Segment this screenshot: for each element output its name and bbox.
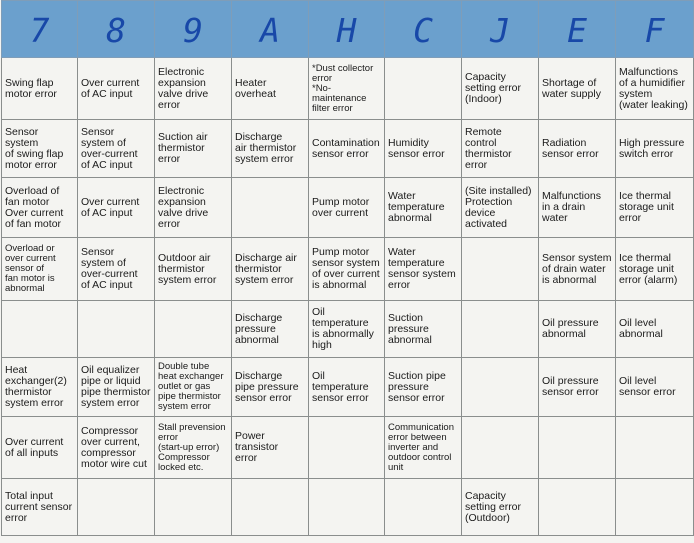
- error-description-cell: Total input current sensor error: [2, 479, 78, 536]
- error-description-cell: Suction pipe pressure sensor error: [385, 358, 462, 417]
- error-description-cell: Sensor system of over-current of AC input: [78, 238, 155, 301]
- code-header: H: [309, 1, 385, 58]
- error-description-cell: Water temperature abnormal: [385, 178, 462, 238]
- error-description-cell: [385, 479, 462, 536]
- table-row: [2, 417, 694, 479]
- error-description-cell: Pump motor sensor system of over current is abnormal: [309, 238, 385, 301]
- error-description-cell: Over current of AC input: [78, 178, 155, 238]
- error-description-cell: Outdoor air thermistor system error: [155, 238, 232, 301]
- error-description-cell: [539, 417, 616, 479]
- error-description-cell: Compressor over current, compressor motor wire cut: [78, 417, 155, 479]
- error-description-cell: Sensor system of drain water is abnormal: [539, 238, 616, 301]
- error-description-cell: Discharge pipe pressure sensor error: [232, 358, 309, 417]
- error-description-cell: [462, 417, 539, 479]
- error-description-cell: Oil temperature is abnormally high: [309, 301, 385, 358]
- error-description-cell: [385, 58, 462, 120]
- error-description-cell: Electronic expansion valve drive error: [155, 58, 232, 120]
- table-row: [2, 301, 694, 358]
- error-description-cell: Oil temperature sensor error: [309, 358, 385, 417]
- error-description-cell: Ice thermal storage unit error (alarm): [616, 238, 694, 301]
- error-description-cell: Discharge air thermistor system error: [232, 120, 309, 178]
- error-description-cell: Over current of AC input: [78, 58, 155, 120]
- error-description-cell: [616, 417, 694, 479]
- error-description-cell: High pressure switch error: [616, 120, 694, 178]
- error-description-cell: Swing flap motor error: [2, 58, 78, 120]
- error-description-cell: [309, 479, 385, 536]
- table-row: [2, 120, 694, 178]
- error-description-cell: Discharge pressure abnormal: [232, 301, 309, 358]
- error-description-cell: Capacity setting error (Indoor): [462, 58, 539, 120]
- error-description-cell: Sensor system of swing flap motor error: [2, 120, 78, 178]
- error-description-cell: Contamination sensor error: [309, 120, 385, 178]
- error-description-cell: Discharge air thermistor system error: [232, 238, 309, 301]
- error-description-cell: [462, 301, 539, 358]
- error-description-cell: Suction air thermistor error: [155, 120, 232, 178]
- error-description-cell: Communication error between inverter and outdoor control unit: [385, 417, 462, 479]
- error-description-cell: Overload or over current sensor of fan motor is abnormal: [2, 238, 78, 301]
- error-description-cell: Shortage of water supply: [539, 58, 616, 120]
- error-description-cell: [78, 301, 155, 358]
- error-description-cell: Overload of fan motor Over current of fan motor: [2, 178, 78, 238]
- error-description-cell: Oil level abnormal: [616, 301, 694, 358]
- header-row: [2, 1, 694, 58]
- code-header: A: [232, 1, 309, 58]
- table-row: [2, 238, 694, 301]
- error-description-cell: Malfunctions in a drain water: [539, 178, 616, 238]
- error-description-cell: Suction pressure abnormal: [385, 301, 462, 358]
- error-description-cell: [232, 479, 309, 536]
- error-description-cell: Electronic expansion valve drive error: [155, 178, 232, 238]
- error-description-cell: Malfunctions of a humidifier system (water leaking): [616, 58, 694, 120]
- error-description-cell: [616, 479, 694, 536]
- error-description-cell: [462, 358, 539, 417]
- error-description-cell: Ice thermal storage unit error: [616, 178, 694, 238]
- error-description-cell: Oil equalizer pipe or liquid pipe thermistor system error: [78, 358, 155, 417]
- error-description-cell: [309, 417, 385, 479]
- error-description-cell: Oil pressure abnormal: [539, 301, 616, 358]
- error-description-cell: Heat exchanger(2) thermistor system error: [2, 358, 78, 417]
- code-header: J: [462, 1, 539, 58]
- error-description-cell: Capacity setting error (Outdoor): [462, 479, 539, 536]
- error-description-cell: [155, 479, 232, 536]
- table-row: [2, 58, 694, 120]
- error-description-cell: *Dust collector error *No- maintenance filter error: [309, 58, 385, 120]
- error-description-cell: Oil level sensor error: [616, 358, 694, 417]
- error-description-cell: Radiation sensor error: [539, 120, 616, 178]
- error-description-cell: Pump motor over current: [309, 178, 385, 238]
- error-description-cell: [232, 178, 309, 238]
- code-header: F: [616, 1, 694, 58]
- error-description-cell: [155, 301, 232, 358]
- error-description-cell: [539, 479, 616, 536]
- table-row: [2, 358, 694, 417]
- table-row: [2, 479, 694, 536]
- error-description-cell: Power transistor error: [232, 417, 309, 479]
- error-description-cell: Humidity sensor error: [385, 120, 462, 178]
- table-row: [2, 178, 694, 238]
- error-description-cell: [2, 301, 78, 358]
- error-description-cell: (Site installed) Protection device activated: [462, 178, 539, 238]
- error-description-cell: Oil pressure sensor error: [539, 358, 616, 417]
- code-header: C: [385, 1, 462, 58]
- error-code-table: [1, 0, 694, 536]
- error-description-cell: Heater overheat: [232, 58, 309, 120]
- code-header: 8: [78, 1, 155, 58]
- error-description-cell: Stall prevension error (start-up error) Compressor locked etc.: [155, 417, 232, 479]
- error-description-cell: [462, 238, 539, 301]
- error-description-cell: Sensor system of over-current of AC input: [78, 120, 155, 178]
- error-description-cell: [78, 479, 155, 536]
- code-header: 7: [2, 1, 78, 58]
- error-description-cell: Double tube heat exchanger outlet or gas pipe thermistor system error: [155, 358, 232, 417]
- code-header: E: [539, 1, 616, 58]
- error-description-cell: Water temperature sensor system error: [385, 238, 462, 301]
- error-description-cell: Over current of all inputs: [2, 417, 78, 479]
- code-header: 9: [155, 1, 232, 58]
- error-description-cell: Remote control thermistor error: [462, 120, 539, 178]
